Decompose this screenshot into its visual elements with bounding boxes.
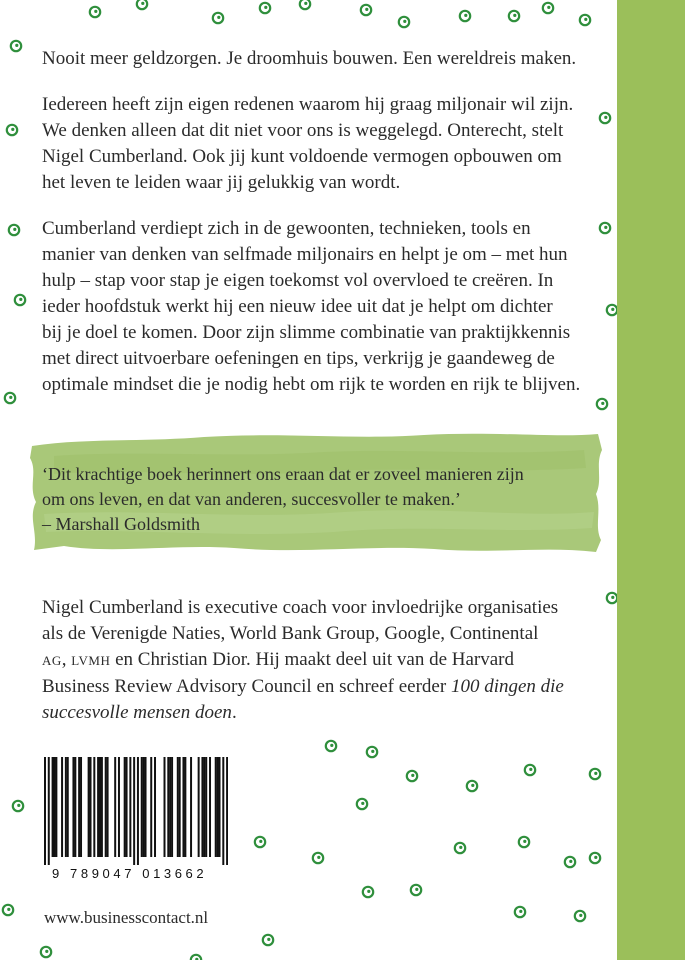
money-dot <box>399 17 409 27</box>
barcode-bar <box>217 757 219 857</box>
barcode-bar <box>226 757 228 865</box>
bio-line <box>42 647 602 674</box>
barcode-bar <box>93 757 95 857</box>
money-dot <box>13 801 23 811</box>
money-dot <box>565 857 575 867</box>
barcode-bar <box>143 757 145 857</box>
money-dot <box>361 5 371 15</box>
bio-text: . <box>231 702 237 723</box>
quote-line: ‘Dit krachtige boek herinnert ons eraan dat er zoveel manieren zijn <box>42 464 524 484</box>
barcode-bar <box>126 757 128 857</box>
money-dot <box>357 799 367 809</box>
barcode-bar <box>129 757 131 857</box>
description-paragraph <box>42 216 602 398</box>
money-dot <box>90 7 100 17</box>
previous-book-title: succesvolle mensen doen <box>42 702 232 723</box>
money-dot <box>467 781 477 791</box>
paragraph-line: Nigel Cumberland. Ook jij kunt voldoende vermogen opbouwen om <box>42 146 562 167</box>
website-url: www.businesscontact.nl <box>44 908 209 927</box>
barcode-bar <box>99 757 101 857</box>
barcode-bar <box>97 757 99 857</box>
money-dot <box>407 771 417 781</box>
barcode-bar <box>124 757 126 857</box>
barcode-bar <box>78 757 80 857</box>
money-dot <box>260 3 270 13</box>
barcode-bar <box>61 757 63 857</box>
paragraph-line: Cumberland verdiept zich in de gewoonten, technieken, tools en <box>42 218 531 239</box>
barcode-bar <box>167 757 169 857</box>
barcode-bar <box>137 757 139 865</box>
paragraph-line: Iedereen heeft zijn eigen redenen waarom hij graag miljonair wil zijn. <box>42 94 574 115</box>
barcode-bar <box>90 757 92 857</box>
separator: , <box>61 649 72 670</box>
barcode-bar <box>203 757 205 857</box>
barcode-bar <box>67 757 69 857</box>
money-dot <box>213 13 223 23</box>
money-dot <box>590 769 600 779</box>
spine-color-band <box>617 0 685 960</box>
money-dot <box>575 911 585 921</box>
money-dot <box>509 11 519 21</box>
barcode-bar <box>74 757 76 857</box>
previous-book-title: 100 dingen die <box>450 676 564 697</box>
money-dot <box>11 41 21 51</box>
bio-line: Nigel Cumberland is executive coach voor invloedrijke organisaties <box>42 597 559 618</box>
bio-text: Business Review Advisory Council en schreef eerder <box>42 676 451 697</box>
barcode-bar <box>52 757 54 857</box>
money-dot <box>367 747 377 757</box>
isbn-barcode <box>44 757 228 882</box>
barcode-bar <box>169 757 171 857</box>
paragraph-line: hulp – stap voor stap je eigen toekomst vol overvloed te creëren. In <box>42 270 554 291</box>
bio-text: en Christian Dior. Hij maakt deel uit van de Harvard <box>110 649 515 670</box>
money-dot <box>515 907 525 917</box>
money-dot <box>137 0 147 9</box>
endorsement-quote <box>42 462 582 537</box>
company-lvmh: LVMH <box>71 653 111 668</box>
barcode-bar <box>101 757 103 857</box>
money-dot <box>313 853 323 863</box>
reasons-paragraph <box>42 92 602 196</box>
barcode-bar <box>198 757 200 857</box>
money-dot <box>41 947 51 957</box>
paragraph-line: optimale mindset die je nodig hebt om rijk te worden en rijk te blijven. <box>42 374 581 395</box>
bio-line <box>42 700 602 726</box>
barcode-bar <box>177 757 179 857</box>
barcode-bar <box>141 757 143 857</box>
barcode-bar <box>164 757 166 857</box>
money-dot <box>519 837 529 847</box>
barcode-bar <box>118 757 120 857</box>
barcode-bar <box>179 757 181 857</box>
intro-paragraph <box>42 46 602 72</box>
bio-line <box>42 674 602 700</box>
barcode-bar <box>72 757 74 857</box>
barcode-bar <box>209 757 211 857</box>
barcode-bar <box>171 757 173 857</box>
barcode-bar <box>105 757 107 857</box>
barcode-bar <box>184 757 186 857</box>
paragraph-line: met direct uitvoerbare oefeningen en tips, verkrijg je gaandeweg de <box>42 348 555 369</box>
money-dot <box>460 11 470 21</box>
intro-text: Nooit meer geldzorgen. Je droomhuis bouwen. Een wereldreis maken. <box>42 48 577 69</box>
barcode-bar <box>219 757 221 857</box>
barcode-bar <box>44 757 46 865</box>
barcode-bar <box>53 757 55 857</box>
author-bio <box>42 595 602 726</box>
money-dot <box>255 837 265 847</box>
paragraph-line: We denken alleen dat dit niet voor ons is weggelegd. Onterecht, stelt <box>42 120 564 141</box>
money-dot <box>191 955 201 960</box>
barcode-bar <box>222 757 224 865</box>
money-dot <box>9 225 19 235</box>
barcode-bar <box>133 757 135 865</box>
quote-line: om ons leven, en dat van anderen, succesvoller te maken.’ <box>42 489 461 509</box>
barcode-bar <box>48 757 50 865</box>
barcode-bar <box>65 757 67 857</box>
money-dot <box>5 393 15 403</box>
money-dot <box>7 125 17 135</box>
paragraph-line: ieder hoofdstuk werkt hij een nieuw idee uit dat je helpt om dichter <box>42 296 553 317</box>
money-dot <box>15 295 25 305</box>
money-dot <box>3 905 13 915</box>
barcode-bar <box>107 757 109 857</box>
barcode-bar <box>190 757 192 857</box>
barcode-bars <box>44 757 228 865</box>
barcode-bar <box>88 757 90 857</box>
barcode-bar <box>182 757 184 857</box>
quote-attribution: – Marshall Goldsmith <box>42 514 200 534</box>
paragraph-line: bij je doel te komen. Door zijn slimme combinatie van praktijkkennis <box>42 322 571 343</box>
barcode-bar <box>145 757 147 857</box>
barcode-bar <box>201 757 203 857</box>
money-dot <box>411 885 421 895</box>
barcode-bar <box>205 757 207 857</box>
isbn-number: 9 789047 013662 <box>52 866 208 881</box>
money-dot <box>597 399 607 409</box>
barcode-bar <box>80 757 82 857</box>
barcode-bar <box>114 757 116 857</box>
paragraph-line: het leven te leiden waar jij gelukkig van wordt. <box>42 172 401 193</box>
barcode-bar <box>154 757 156 857</box>
money-dot <box>580 15 590 25</box>
money-dot <box>363 887 373 897</box>
money-dot <box>543 3 553 13</box>
money-dot <box>525 765 535 775</box>
barcode-bar <box>215 757 217 857</box>
money-dot <box>590 853 600 863</box>
money-dot <box>263 935 273 945</box>
money-dot <box>300 0 310 9</box>
money-dot <box>607 593 617 603</box>
barcode-bar <box>150 757 152 857</box>
bio-line: als de Verenigde Naties, World Bank Group, Google, Continental <box>42 623 539 644</box>
barcode-bar <box>55 757 57 857</box>
money-dot <box>607 305 617 315</box>
paragraph-line: manier van denken van selfmade miljonairs en helpt je om – met hun <box>42 244 568 265</box>
company-ag: AG <box>42 653 62 668</box>
money-dot <box>455 843 465 853</box>
money-dot <box>326 741 336 751</box>
